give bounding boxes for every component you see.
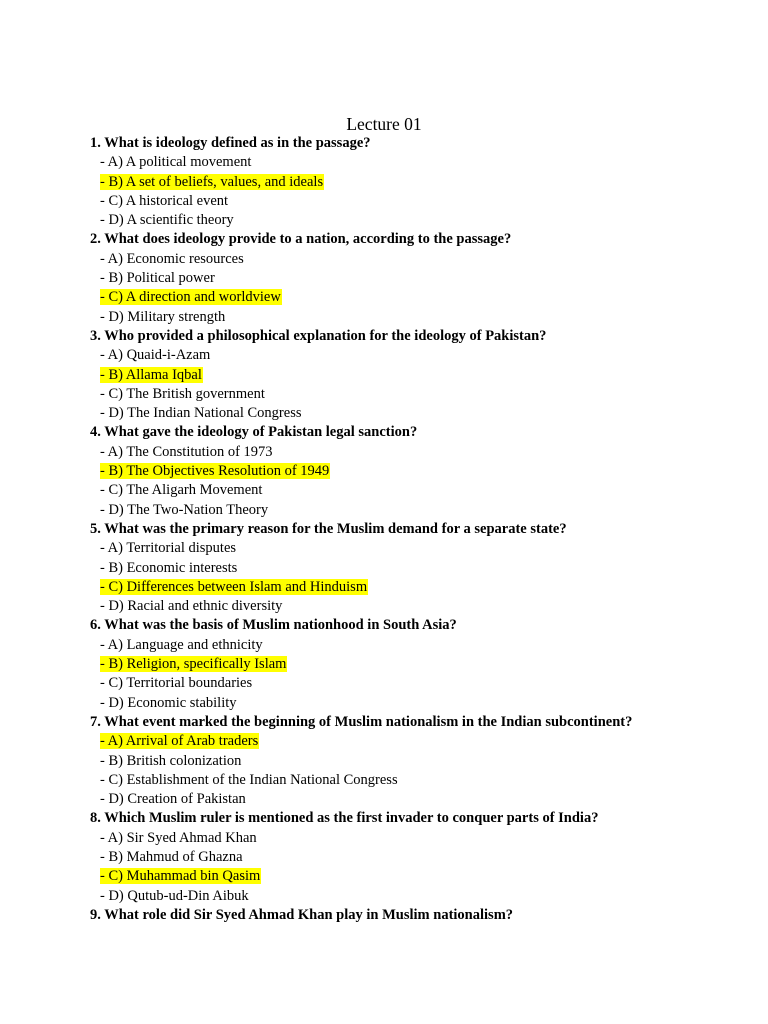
- option-label: - B) Political power: [100, 270, 215, 287]
- answer-option: [90, 501, 750, 520]
- answer-option-highlighted: [90, 288, 750, 307]
- answer-option: [90, 771, 750, 790]
- option-label: - D) Economic stability: [100, 694, 237, 711]
- option-label: - A) Arrival of Arab traders: [100, 733, 259, 750]
- option-label: - A) A political movement: [100, 154, 252, 171]
- answer-option: [90, 559, 750, 578]
- question-text: 2. What does ideology provide to a nation, according to the passage?: [90, 231, 512, 248]
- answer-option-highlighted: [90, 173, 750, 192]
- answer-option: [90, 153, 750, 172]
- option-label: - A) Economic resources: [100, 250, 244, 267]
- answer-option: [90, 539, 750, 558]
- answer-option: [90, 481, 750, 500]
- question-text: 3. Who provided a philosophical explanation for the ideology of Pakistan?: [90, 327, 547, 344]
- option-label: - C) Establishment of the Indian National Congress: [100, 771, 398, 788]
- option-label: - D) The Indian National Congress: [100, 405, 302, 422]
- answer-option: [90, 250, 750, 269]
- option-label: - B) Economic interests: [100, 559, 238, 576]
- option-label: - A) Territorial disputes: [100, 540, 237, 557]
- option-label: - C) The Aligarh Movement: [100, 482, 263, 499]
- answer-option: [90, 636, 750, 655]
- option-label: - B) Mahmud of Ghazna: [100, 848, 243, 865]
- option-label: - C) A historical event: [100, 192, 229, 209]
- option-label: - B) Religion, specifically Islam: [100, 656, 287, 673]
- option-label: - D) Creation of Pakistan: [100, 791, 246, 808]
- question-list: [90, 134, 750, 925]
- option-label: - C) Differences between Islam and Hinduism: [100, 578, 368, 595]
- answer-option-highlighted: [90, 366, 750, 385]
- answer-option: [90, 211, 750, 230]
- option-label: - B) The Objectives Resolution of 1949: [100, 463, 330, 480]
- question-text: 5. What was the primary reason for the Muslim demand for a separate state?: [90, 520, 567, 537]
- answer-option-highlighted: [90, 578, 750, 597]
- answer-option: [90, 829, 750, 848]
- option-label: - D) A scientific theory: [100, 212, 234, 229]
- answer-option-highlighted: [90, 732, 750, 751]
- option-label: - C) Muhammad bin Qasim: [100, 868, 261, 885]
- option-label: - A) Language and ethnicity: [100, 636, 263, 653]
- answer-option-highlighted: [90, 867, 750, 886]
- answer-option: [90, 443, 750, 462]
- option-label: - A) The Constitution of 1973: [100, 443, 273, 460]
- answer-option: [90, 192, 750, 211]
- answer-option: [90, 790, 750, 809]
- page-title: Lecture 01: [346, 114, 422, 134]
- answer-option: [90, 848, 750, 867]
- option-label: - B) British colonization: [100, 752, 242, 769]
- answer-option: [90, 269, 750, 288]
- option-label: - D) Military strength: [100, 308, 226, 325]
- answer-option: [90, 385, 750, 404]
- option-label: - A) Sir Syed Ahmad Khan: [100, 829, 257, 846]
- answer-option: [90, 752, 750, 771]
- question-text: 7. What event marked the beginning of Muslim nationalism in the Indian subcontinent?: [90, 713, 633, 730]
- option-label: - D) The Two-Nation Theory: [100, 501, 269, 518]
- answer-option-highlighted: [90, 655, 750, 674]
- option-label: - D) Qutub-ud-Din Aibuk: [100, 887, 249, 904]
- question-text: 1. What is ideology defined as in the passage?: [90, 135, 371, 151]
- option-label: - C) Territorial boundaries: [100, 675, 253, 692]
- option-label: - B) A set of beliefs, values, and ideals: [100, 173, 324, 190]
- answer-option: [90, 597, 750, 616]
- question-text: 9. What role did Sir Syed Ahmad Khan play in Muslim nationalism?: [90, 906, 514, 923]
- option-label: - B) Allama Iqbal: [100, 366, 202, 383]
- option-label: - A) Quaid-i-Azam: [100, 347, 211, 364]
- answer-option: [90, 404, 750, 423]
- question-text: 4. What gave the ideology of Pakistan legal sanction?: [90, 424, 418, 441]
- answer-option: [90, 674, 750, 693]
- option-label: - C) The British government: [100, 385, 265, 402]
- option-label: - D) Racial and ethnic diversity: [100, 598, 283, 615]
- option-label: - C) A direction and worldview: [100, 289, 281, 306]
- question-text: 8. Which Muslim ruler is mentioned as the first invader to conquer parts of India?: [90, 810, 599, 827]
- answer-option: [90, 887, 750, 906]
- question-text: 6. What was the basis of Muslim nationhood in South Asia?: [90, 617, 457, 634]
- answer-option: [90, 346, 750, 365]
- answer-option: [90, 308, 750, 327]
- answer-option: [90, 694, 750, 713]
- answer-option-highlighted: [90, 462, 750, 481]
